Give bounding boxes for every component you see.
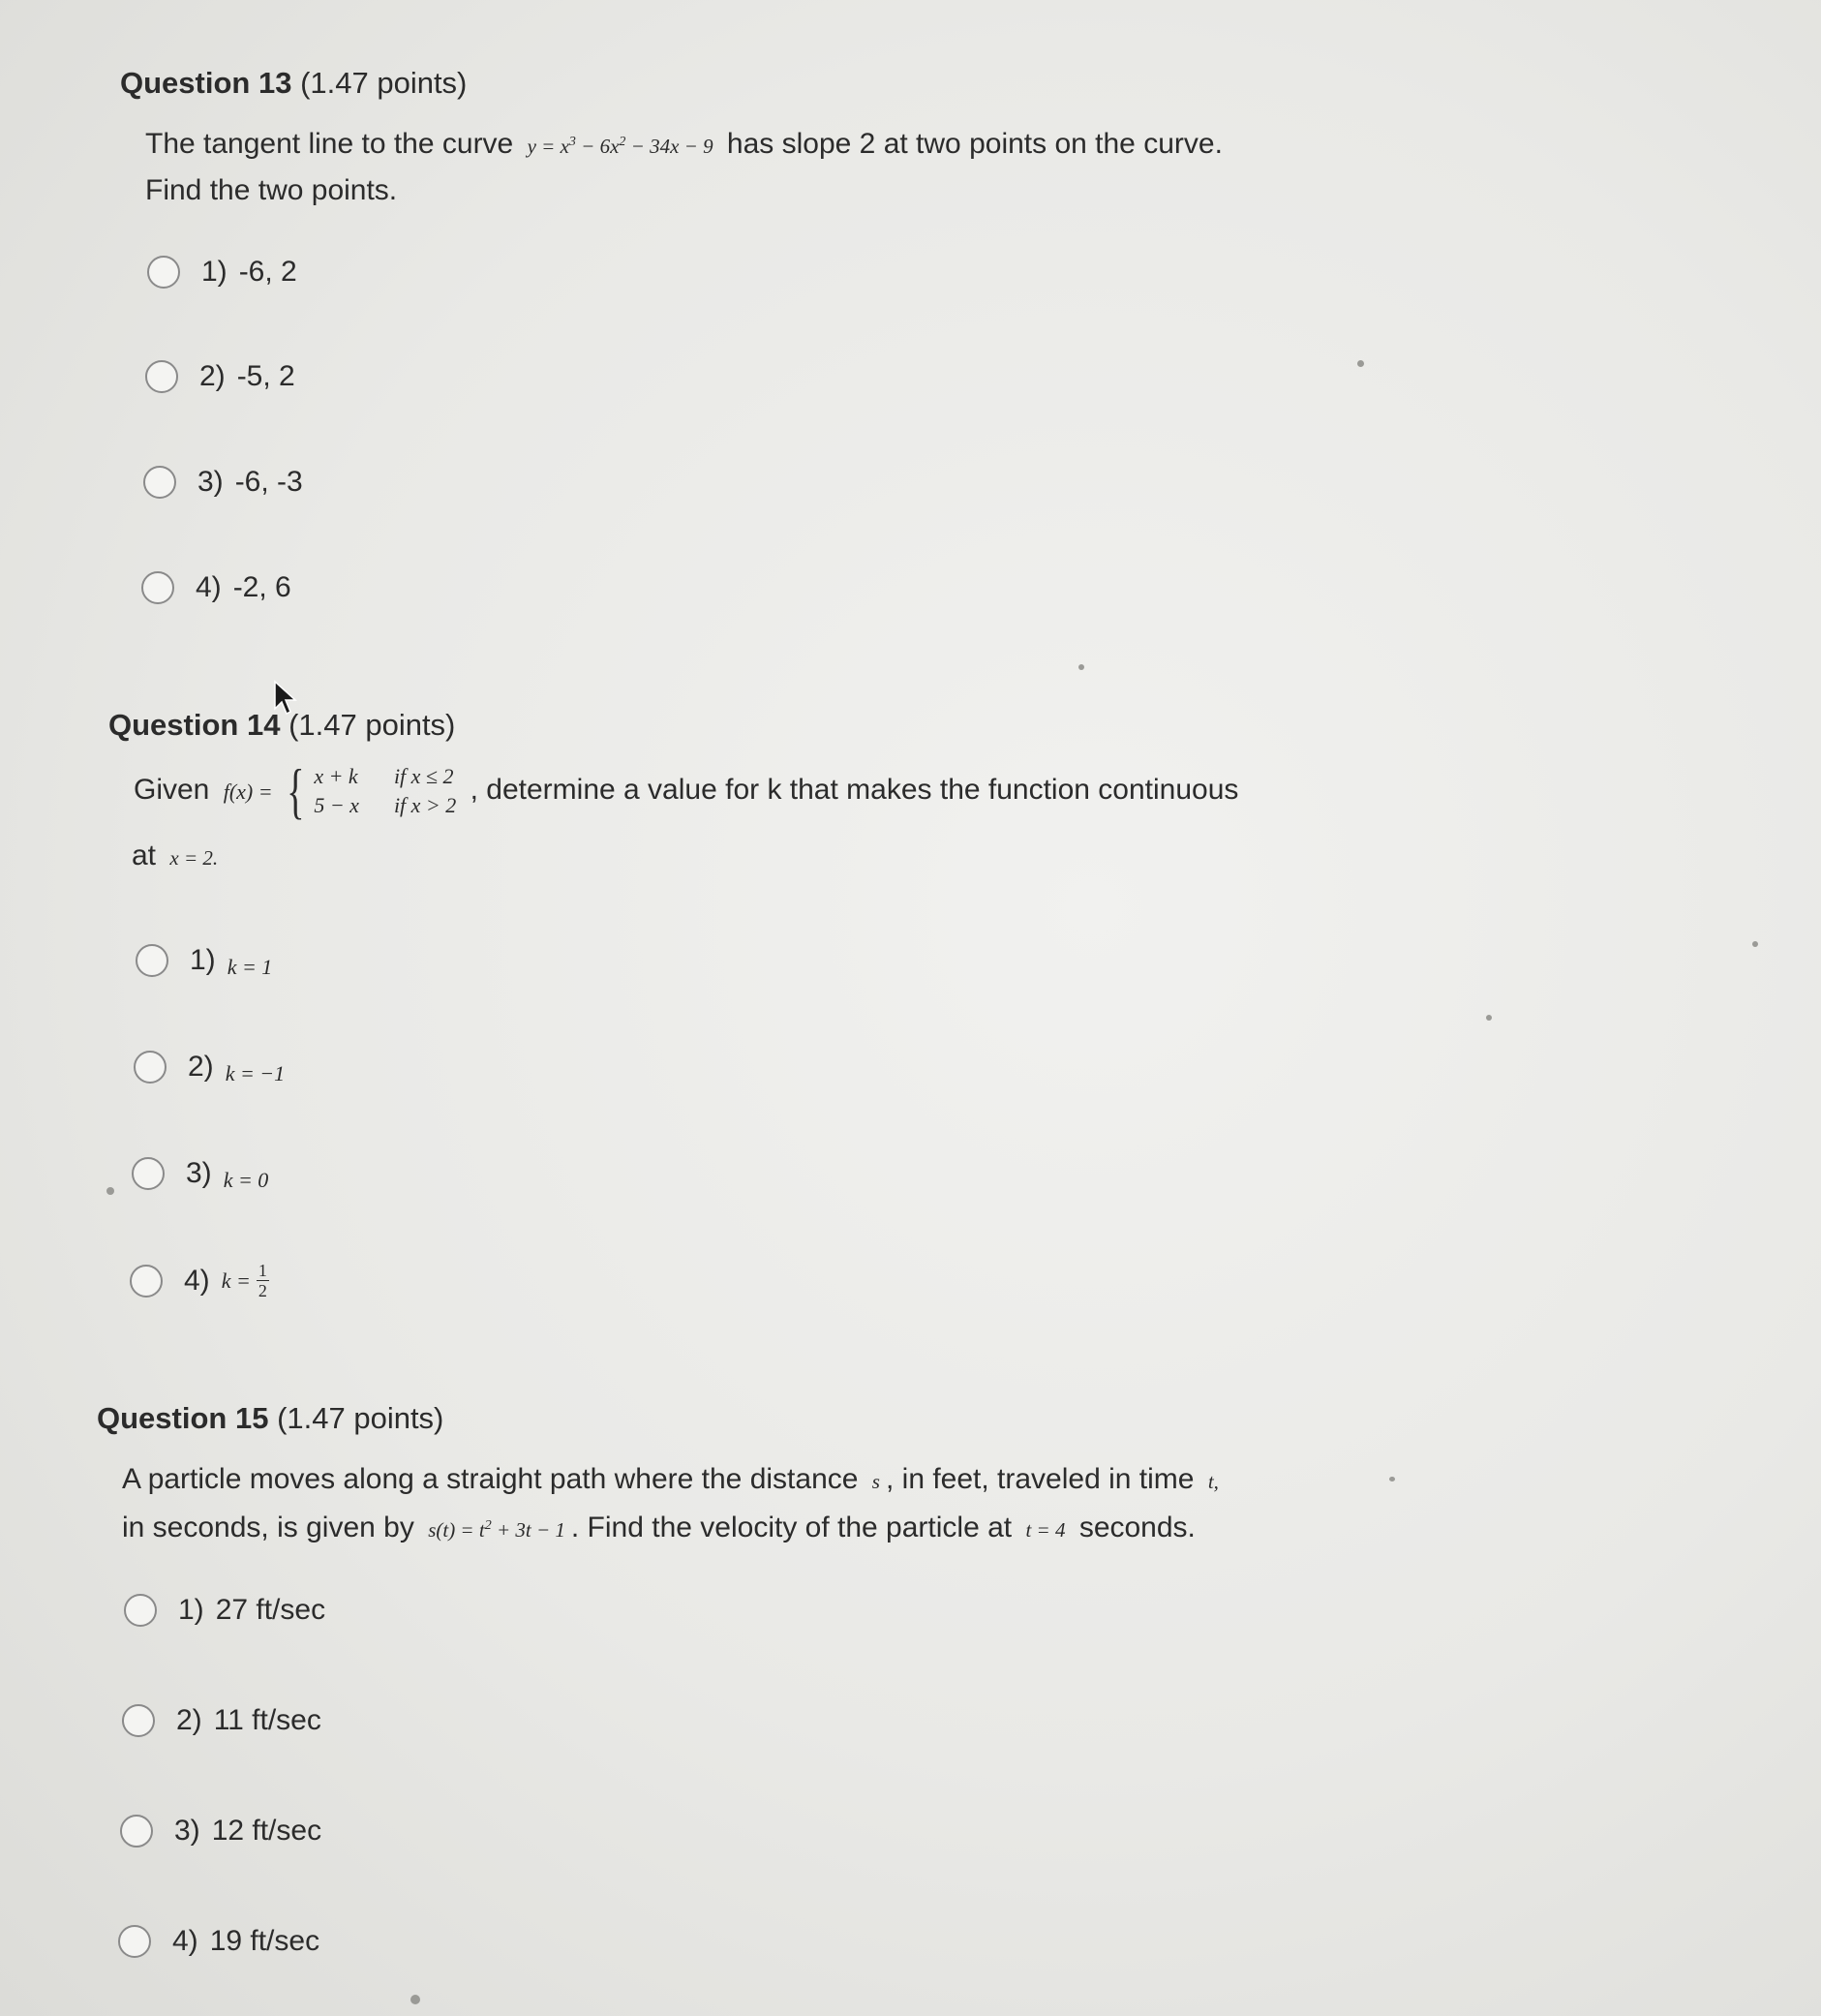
question-points: (1.47 points) [288, 708, 456, 742]
radio-button[interactable] [120, 1815, 153, 1848]
option-number: 3) [197, 466, 224, 498]
q15-option-1[interactable] [124, 1594, 325, 1627]
question-14-title [108, 708, 1464, 743]
fraction-denominator: 2 [258, 1281, 267, 1300]
fraction-numerator: 1 [258, 1261, 267, 1280]
q15-option-2[interactable] [122, 1704, 321, 1737]
question-number: Question 15 [97, 1401, 269, 1435]
option-label: 27 ft/sec [215, 1594, 326, 1626]
brace: { [286, 756, 305, 825]
option-number: 1) [178, 1594, 204, 1626]
prompt-text: has slope 2 at two points on the curve. [726, 128, 1223, 160]
q14-option-1[interactable] [136, 941, 272, 980]
radio-button[interactable] [145, 360, 178, 393]
radio-button[interactable] [122, 1704, 155, 1737]
question-15-title [97, 1401, 1452, 1436]
radio-button[interactable] [132, 1157, 165, 1190]
question-13 [120, 66, 1475, 212]
prompt-text: A particle moves along a straight path where the distance [122, 1463, 859, 1495]
option-label: -6, -3 [234, 466, 303, 498]
option-label: 19 ft/sec [209, 1925, 320, 1957]
position-equation: $s(t) = t^2 + 3t - 1$ [428, 1518, 565, 1542]
curve-equation: $y = x^3 - 6x^2 - 34x - 9$ [527, 135, 713, 158]
question-number: Question 13 [120, 66, 292, 100]
case-expr: 5 − x [314, 793, 359, 817]
q14-option-3[interactable] [132, 1154, 268, 1193]
q13-option-1[interactable] [147, 256, 297, 289]
prompt-text: . Find the velocity of the particle at [570, 1512, 1013, 1543]
prompt-text: The tangent line to the curve [145, 128, 514, 160]
case-cond: if x > 2 [393, 793, 457, 817]
variable-t: t, [1207, 1470, 1219, 1493]
piecewise-function [223, 756, 457, 825]
radio-button[interactable] [143, 466, 176, 499]
question-14-prompt [134, 756, 1464, 825]
screen-speck [106, 1187, 114, 1195]
q13-option-2[interactable] [145, 360, 295, 393]
prompt-text: Find the two points. [145, 174, 398, 206]
option-number: 3) [174, 1815, 200, 1847]
option-label: -2, 6 [232, 571, 291, 603]
question-number: Question 14 [108, 708, 281, 742]
radio-button[interactable] [141, 571, 174, 604]
radio-button[interactable] [136, 944, 168, 977]
option-number: 1) [190, 944, 216, 976]
option-number: 2) [188, 1051, 214, 1083]
prompt-text: , determine a value for k that makes the function continuous [470, 773, 1239, 806]
prompt-text: in seconds, is given by [122, 1512, 414, 1543]
question-14-prompt-line2 [132, 834, 1464, 880]
option-number: 4) [196, 571, 222, 603]
option-label: -6, 2 [238, 256, 297, 288]
q15-option-4[interactable] [118, 1925, 319, 1958]
question-15 [97, 1401, 1452, 1552]
option-number: 3) [186, 1157, 212, 1189]
screen-speck [1078, 664, 1084, 670]
prompt-text: Given [134, 773, 210, 806]
condition-math: x = 2. [169, 846, 219, 870]
variable-s: s [871, 1470, 880, 1493]
radio-button[interactable] [118, 1925, 151, 1958]
option-number: 2) [176, 1704, 202, 1736]
screen-speck [1389, 1477, 1395, 1481]
screen-speck [1752, 941, 1758, 947]
option-label: k = 0 [223, 1168, 269, 1192]
prompt-text: , in feet, traveled in time [885, 1463, 1195, 1495]
option-number: 1) [201, 256, 228, 288]
q14-option-2[interactable] [134, 1048, 285, 1086]
question-13-title [120, 66, 1475, 101]
q15-option-3[interactable] [120, 1815, 321, 1848]
radio-button[interactable] [134, 1051, 167, 1084]
radio-button[interactable] [124, 1594, 157, 1627]
q13-option-3[interactable] [143, 466, 303, 499]
option-number: 2) [199, 360, 226, 392]
screen-speck [410, 1995, 420, 2004]
radio-button[interactable] [130, 1265, 163, 1298]
screen-speck [1486, 1015, 1492, 1021]
fraction [257, 1261, 269, 1300]
q14-option-4[interactable] [130, 1261, 269, 1300]
prompt-text: at [132, 840, 157, 871]
option-label: -5, 2 [236, 360, 295, 392]
screen-speck [1357, 360, 1364, 367]
time-value: t = 4 [1025, 1518, 1066, 1542]
prompt-text: seconds. [1078, 1512, 1196, 1543]
option-number: 4) [172, 1925, 198, 1957]
question-points: (1.47 points) [300, 66, 468, 100]
question-points: (1.47 points) [277, 1401, 444, 1435]
case-cond: if x ≤ 2 [393, 764, 454, 788]
option-label: 12 ft/sec [211, 1815, 322, 1847]
q13-option-4[interactable] [141, 571, 291, 604]
option-label: k = −1 [225, 1061, 286, 1085]
radio-button[interactable] [147, 256, 180, 289]
question-15-prompt [122, 1457, 1452, 1552]
option-label: k = 1 [227, 955, 273, 979]
option-label: 11 ft/sec [213, 1704, 321, 1736]
option-label: k = [221, 1268, 251, 1293]
question-14 [108, 708, 1464, 880]
case-expr: x + k [314, 764, 358, 788]
option-number: 4) [184, 1264, 210, 1297]
function-name: f(x) = [223, 779, 273, 804]
question-13-prompt [145, 120, 1475, 212]
